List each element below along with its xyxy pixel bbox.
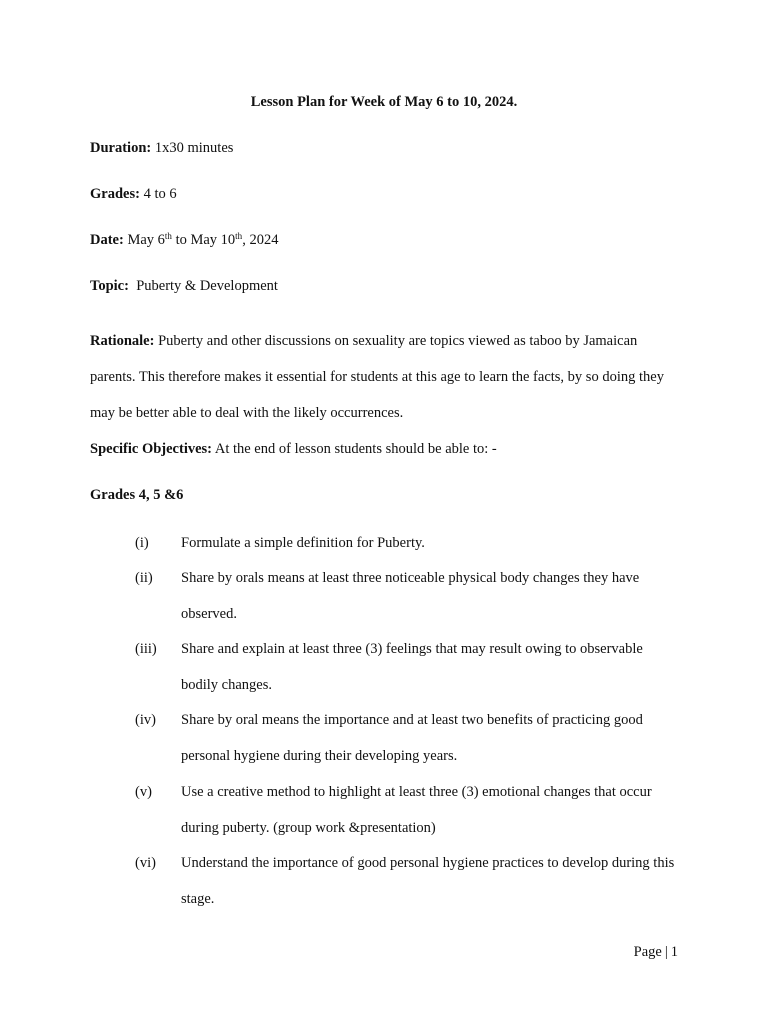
objective-text: Share and explain at least three (3) feelings that may result owing to observable bodily changes.: [181, 641, 643, 693]
date-end-suffix: th: [235, 231, 243, 241]
objective-number: (iii): [135, 641, 157, 657]
duration-label: Duration:: [90, 140, 152, 156]
objective-text: Share by oral means the importance and at least two benefits of practicing good personal hygiene during their developing years.: [181, 712, 643, 764]
grades-label: Grades:: [90, 186, 140, 202]
rationale-label: Rationale:: [90, 333, 155, 349]
objective-number: (iv): [135, 712, 156, 728]
rationale-paragraph: [90, 323, 680, 431]
objective-text: Formulate a simple definition for Puberty.: [181, 535, 425, 551]
objective-text: Understand the importance of good personal hygiene practices to develop during this stage.: [181, 855, 675, 907]
specific-objectives-text: At the end of lesson students should be able to: -: [214, 441, 497, 457]
date-year: , 2024: [242, 232, 279, 248]
date-label: Date:: [90, 232, 124, 248]
date-start: May 6: [127, 232, 165, 248]
date-line: [90, 232, 680, 249]
grades-value: 4 to 6: [143, 186, 177, 202]
objective-number: (i): [135, 535, 149, 551]
document-title: Lesson Plan for Week of May 6 to 10, 2024.: [250, 94, 518, 110]
page-footer: [634, 944, 678, 961]
duration-value: 1x30 minutes: [154, 140, 234, 156]
page-separator: |: [664, 944, 668, 960]
topic-label: Topic:: [90, 278, 129, 294]
objective-number: (vi): [135, 855, 156, 871]
objective-number: (ii): [135, 570, 153, 586]
objective-item: [135, 702, 680, 774]
objective-text: Use a creative method to highlight at least three (3) emotional changes that occur during puberty. (group work &presentation): [181, 784, 652, 836]
specific-objectives-label: Specific Objectives:: [90, 441, 213, 457]
objective-item: [135, 631, 680, 703]
objective-number: (v): [135, 784, 152, 800]
page-number: 1: [670, 944, 678, 960]
objective-item: [135, 774, 680, 846]
objective-item: [135, 845, 680, 917]
date-middle: to May 10: [171, 232, 236, 248]
objective-item: [135, 525, 680, 561]
objective-item: [135, 560, 680, 632]
rationale-text: Puberty and other discussions on sexuality are topics viewed as taboo by Jamaican parents. This therefore makes it essential for students at this age to learn the facts, by so doing they may be better able to deal with the likely occurrences.: [90, 333, 664, 421]
date-start-suffix: th: [164, 231, 172, 241]
duration-line: [90, 140, 680, 157]
topic-value: Puberty & Development: [136, 278, 278, 294]
objective-text: Share by orals means at least three noticeable physical body changes they have observed.: [181, 570, 640, 622]
specific-objectives-line: [90, 441, 680, 458]
page-label: Page: [633, 944, 662, 960]
grades-heading: Grades 4, 5 &6: [90, 487, 184, 503]
topic-line: [90, 278, 680, 295]
grades-line: [90, 186, 680, 203]
